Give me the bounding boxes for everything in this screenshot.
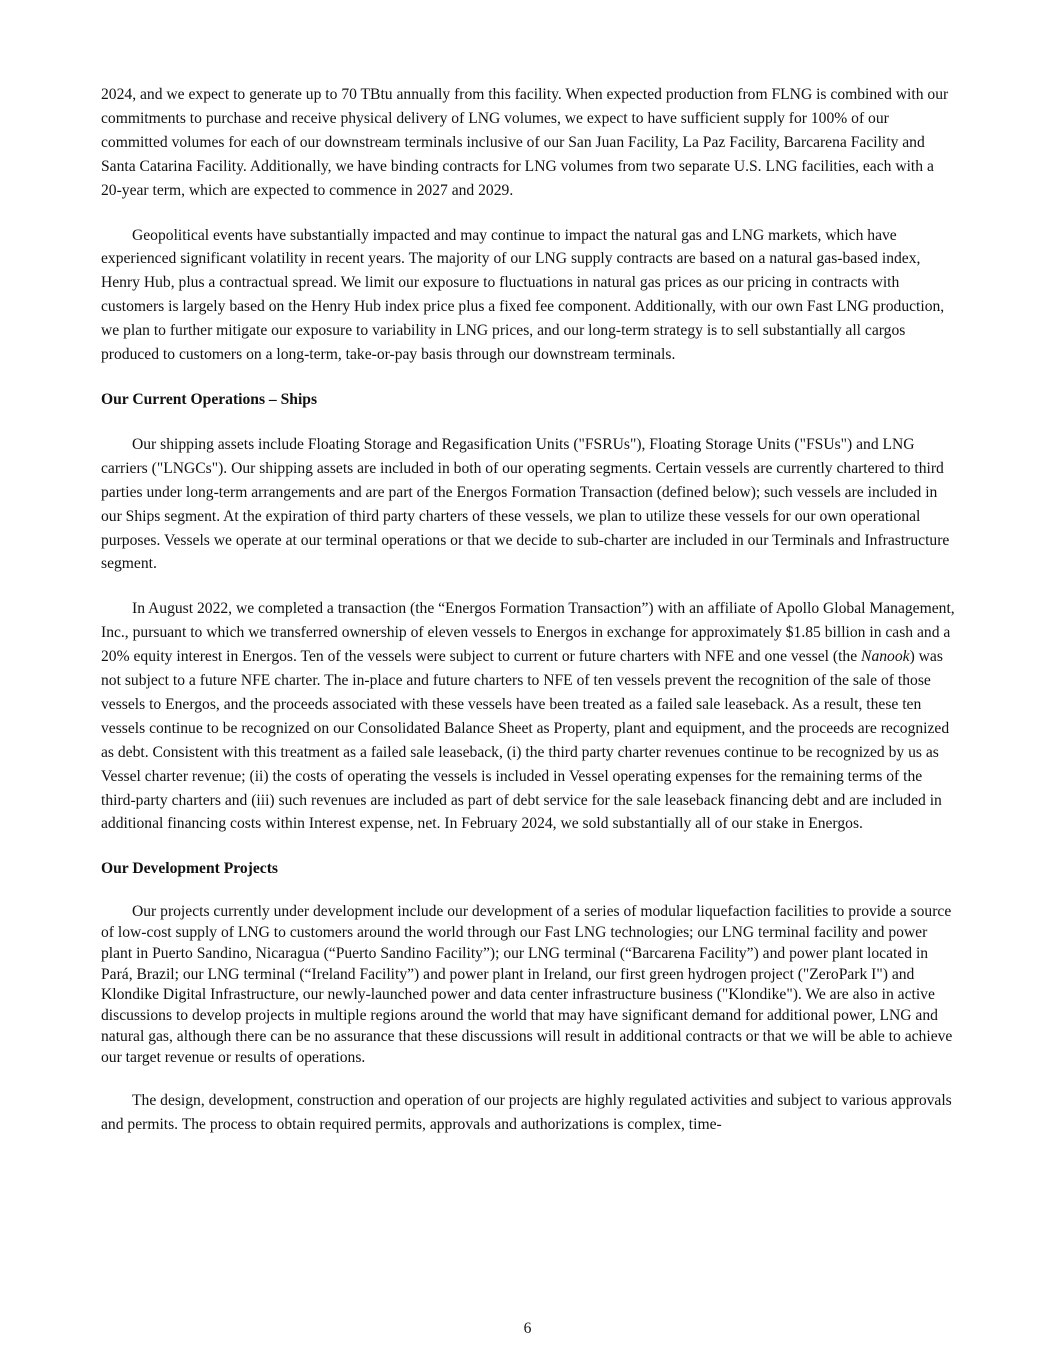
section-heading-development: Our Development Projects	[101, 860, 278, 878]
paragraph-development-projects: Our projects currently under development include our development of a series of modular liquefaction facilities to provide a source of low-cost supply of LNG to customers around the world through our Fast LNG technologies; our LNG terminal facility and power plant in Puerto Sandino, Nicaragua (“Puerto Sandino Facility”); our LNG terminal (“Barcarena Facility”) and power plant located in Pará, Brazil; our LNG terminal (“Ireland Facility”) and power plant in Ireland, our first green hydrogen project ("ZeroPark I") and Klondike Digital Infrastructure, our newly-launched power and data center infrastructure business ("Klondike"). We are also in active discussions to develop projects in multiple regions around the world that may have significant demand for additional power, LNG and natural gas, although there can be no assurance that these discussions will result in additional contracts or that we will be able to achieve our target revenue or results of operations.	[101, 903, 953, 1066]
document-body	[101, 83, 955, 1136]
vessel-name-nanook: Nanook	[861, 648, 910, 666]
energos-text-part-2: ) was not subject to a future NFE charter. The in-place and future charters to NFE of ten vessels prevent the recognition of the sale of those vessels to Energos, and the proceeds associated with these vessels have been treated as a failed sale leaseback. As a result, these ten vessels continue to be recognized on our Consolidated Balance Sheet as Property, plant and equipment, and the proceeds are recognized as debt. Consistent with this treatment as a failed sale leaseback, (i) the third party charter revenues continue to be recognized by us as Vessel charter revenue; (ii) the costs of operating the vessels is included in Vessel operating expenses for the remaining terms of the third-party charters and (iii) such revenues are included as part of debt service for the sale leaseback financing debt and are included in additional financing costs within Interest expense, net. In February 2024, we sold substantially all of our stake in Energos.	[101, 648, 950, 833]
paragraph-permits: The design, development, construction and operation of our projects are highly regulated activities and subject to various approvals and permits. The process to obtain required permits, approvals and authorizations is complex, time-	[101, 1091, 952, 1133]
energos-text-part-1: In August 2022, we completed a transaction (the “Energos Formation Transaction”) with an affiliate of Apollo Global Management, Inc., pursuant to which we transferred ownership of eleven vessels to Energos in exchange for approximately $1.85 billion in cash and a 20% equity interest in Energos. Ten of the vessels were subject to current or future charters with NFE and one vessel (the	[101, 600, 955, 666]
paragraph-lng-supply: 2024, and we expect to generate up to 70 TBtu annually from this facility. When expected production from FLNG is combined with our commitments to purchase and receive physical delivery of LNG volumes, we expect to have sufficient supply for 100% of our committed volumes for each of our downstream terminals inclusive of our San Juan Facility, La Paz Facility, Barcarena Facility and Santa Catarina Facility. Additionally, we have binding contracts for LNG volumes from two separate U.S. LNG facilities, each with a 20-year term, which are expected to commence in 2027 and 2029.	[101, 86, 949, 199]
paragraph-energos-transaction	[101, 597, 955, 836]
paragraph-shipping-assets: Our shipping assets include Floating Storage and Regasification Units ("FSRUs"), Floating Storage Units ("FSUs") and LNG carriers ("LNGCs"). Our shipping assets are included in both of our operating segments. Certain vessels are currently chartered to third parties under long-term arrangements and are part of the Energos Formation Transaction (defined below); such vessels are included in our Ships segment. At the expiration of third party charters of these vessels, we plan to utilize these vessels for our own operational purposes. Vessels we operate at our terminal operations or that we decide to sub-charter are included in our Terminals and Infrastructure segment.	[101, 435, 950, 573]
section-heading-ships: Our Current Operations – Ships	[101, 390, 318, 408]
paragraph-geopolitical: Geopolitical events have substantially impacted and may continue to impact the natural gas and LNG markets, which have experienced significant volatility in recent years. The majority of our LNG supply contracts are based on a natural gas-based index, Henry Hub, plus a contractual spread. We limit our exposure to fluctuations in natural gas prices as our pricing in contracts with customers is largely based on the Henry Hub index price plus a fixed fee component. Additionally, with our own Fast LNG production, we plan to further mitigate our exposure to variability in LNG prices, and our long-term strategy is to sell substantially all cargos produced to customers on a long-term, take-or-pay basis through our downstream terminals.	[101, 226, 945, 364]
page-number: 6	[523, 1320, 532, 1337]
